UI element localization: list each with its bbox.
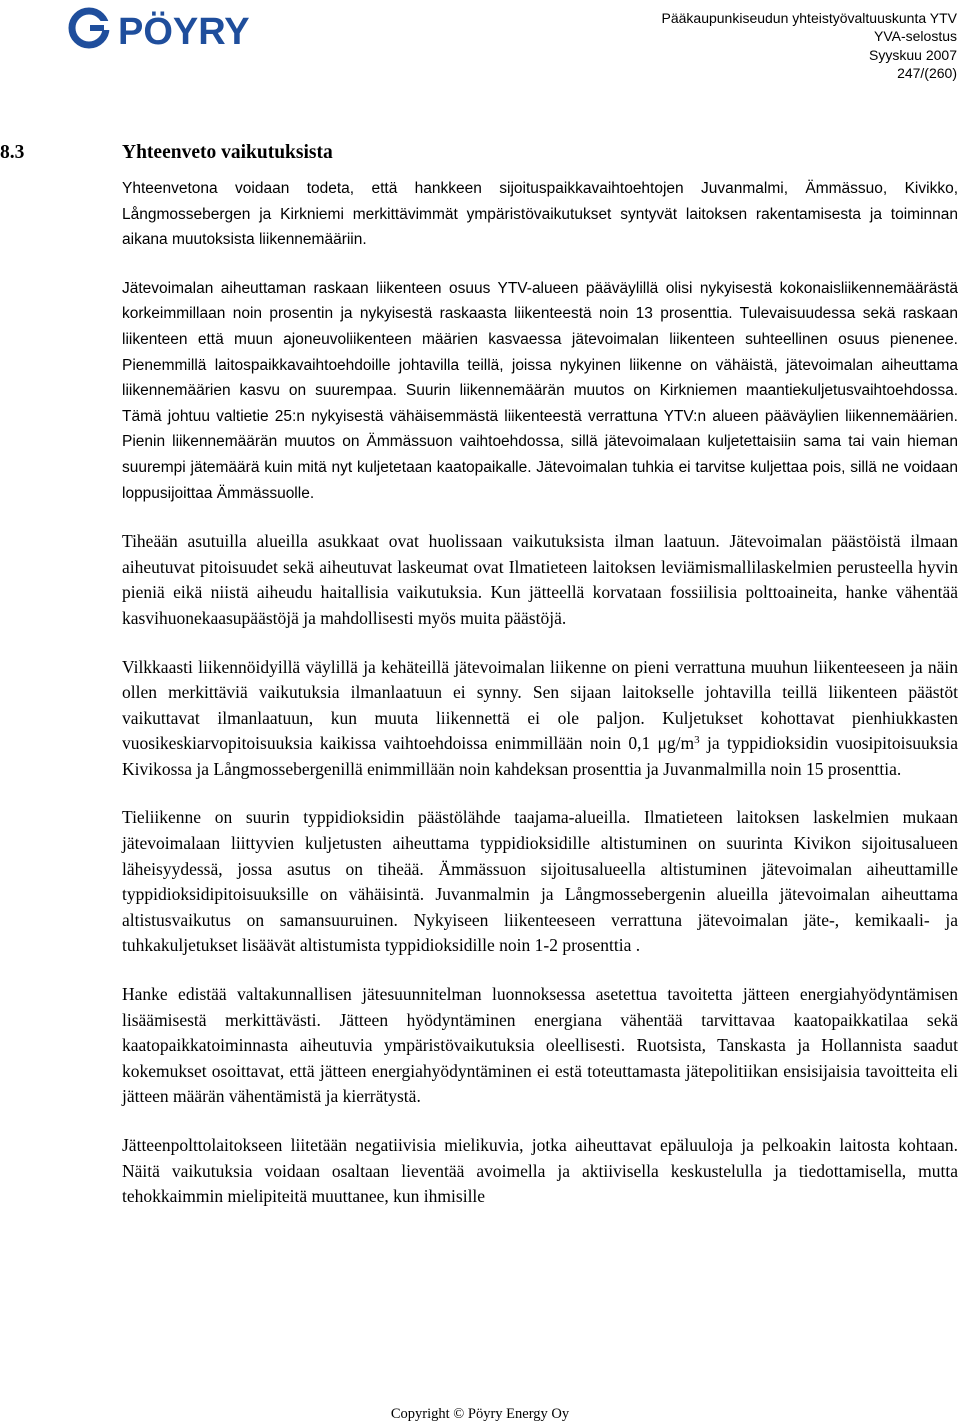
paragraph-waste-plan: Hanke edistää valtakunnallisen jätesuunnitelman luonnoksessa asetettua tavoitetta jätteen energiahyödyntämisen lisäämisestä merkittävästi. Jätteen hyödyntäminen energiana vähentää tarvittavaa kaatopaikkatilaa sekä kaatopaikkatoiminnasta aiheutuvia ympäristövaikutuksia oleellisesti. Ruotsista, Tanskasta ja Hollannista saadut kokemukset osoittavat, että jätteen energiahyödyntäminen ei estä toteuttamasta jätepolitiikan ensisijaisia tavoitteita eli jätteen määrän vähentämistä ja kierrätystä.	[122, 984, 958, 1107]
header-meta	[662, 9, 958, 82]
header-organization: Pääkaupunkiseudun yhteistyövaltuuskunta YTV	[661, 10, 957, 26]
logo-wordmark: PÖYRY	[118, 11, 250, 50]
paragraph-emissions	[122, 655, 958, 783]
paragraph-summary: Yhteenvetona voidaan todeta, että hankkeen sijoituspaikkavaihtoehtojen Juvanmalmi, Ämmässuo, Kivikko, Långmossebergen ja Kirkniemi merkittävimmät ympäristövaikutukset syntyvät laitoksen rakentamisesta ja toiminnan aikana muutoksista liikennemääriin.	[122, 180, 958, 249]
paragraph-traffic: Jätevoimalan aiheuttaman raskaan liikenteen osuus YTV-alueen pääväylillä olisi nykyisestä kokonaisliikennemäärästä korkeimmillaan noin prosentin ja nykyisestä raskaasta liikenteestä noin 13 prosenttia. Tulevaisuudessa sekä raskaan liikenteen että muun ajoneuvoliikenteen määrien kasvaessa jätevoimalan liikenteen suhteellinen osuus pienenee. Pienemmillä laitospaikkavaihtoehdoille johtavilla teillä, joissa nykyinen liikenne on vähäistä, jätevoimalan aiheuttama liikennemäärien kasvu on suurempaa. Suurin liikennemäärän muutos on Kirkniemen maantiekuljetusvaihtoehdossa. Tämä johtuu valtietie 25:n nykyisestä vähäisemmästä liikenteestä verrattuna YTV:n alueen pääväylien liikennemäärien. Pienin liikennemäärän muutos on Ämmässuon vaihtoehdossa, sillä jätevoimalaan kuljetettaisiin sama tai vain hieman suurempi jätemäärä kuin mitä nyt kuljetetaan kaatopaikalle. Jätevoimalan tuhkia ei tarvitse kuljettaa pois, sillä ne voidaan loppusijoittaa Ämmässuolle.	[122, 279, 958, 502]
superscript-cubed: 3	[694, 734, 700, 747]
header-date: Syyskuu 2007	[869, 46, 957, 63]
poyry-logo	[68, 6, 318, 50]
paragraph-air-quality: Tiheään asutuilla alueilla asukkaat ovat huolissaan vaikutuksista ilman laatuun. Jätevoimalan päästöistä ilmaan aiheutuvat pitoisuudet sekä aiheutuvat laskeumat ovat Ilmatieteen laitoksen leviämismallilaskelmien perusteella hyvin pieniä eikä niistä aiheudu haitallisia vaikutuksia. Kun jätteellä korvataan fossiilisia polttoaineita, hanke vähentää kasvihuonekaasupäästöjä ja mahdollisesti myös muita päästöjä.	[122, 531, 958, 628]
section-title: Yhteenveto vaikutuksista	[122, 142, 333, 163]
paragraph-perceptions: Jätteenpolttolaitokseen liitetään negatiivisia mielikuvia, jotka aiheuttavat epäluuloja ja pelkoakin laitosta kohtaan. Näitä vaikutuksia voidaan osaltaan lieventää avoimella ja aktiivisella keskustelulla ja tiedottamisella, mutta tehokkaimmin mielipiteitä muuttanee, kun ihmisille	[122, 1135, 958, 1207]
header-page-number: 247/(260)	[897, 64, 957, 81]
poyry-logo-mark	[68, 6, 318, 50]
document-body	[122, 176, 958, 1210]
footer-copyright: Copyright © Pöyry Energy Oy	[390, 1406, 570, 1422]
section-heading	[0, 141, 960, 165]
paragraph-emissions-part-2: ja typpidioksidin vuosipitoisuuksia Kivikossa ja Långmossebergenillä enimmillään noin kahdeksan prosenttia ja Juvanmalmilla noin 15 prosenttia.	[122, 733, 958, 779]
paragraph-emissions-part-1: Vilkkaasti liikennöidyillä väylillä ja kehäteillä jätevoimalan liikenne on pieni verrattuna muuhun liikenteeseen ja näin ollen merkittäviä vaikutuksia ilmanlaatuun ei synny. Sen sijaan laitokselle johtavilla teillä liikenteen päästöt vaikuttavat ilmanlaatuun, kun muuta liikennettä ei ole paljon. Kuljetukset kohottavat pienhiukkasten vuosikeskiarvopitoisuuksia kaikissa vaihtoehdoissa enimmillään noin 0,1 μg/m	[122, 656, 958, 754]
paragraph-nitrogen-dioxide: Tieliikenne on suurin typpidioksidin päästölähde taajama-alueilla. Ilmatieteen laitoksen laskelmien mukaan jätevoimalaan liittyvien kuljetusten aiheuttama typpidioksidille altistuminen on suurinta Kivikon sijoitusalueen läheisyydessä, jossa asutus on tiheää. Ämmässuon sijoitusalueella altistuminen jätevoimalan aiheuttamille typpidioksidipitoisuuksille on vähäisintä. Juvanmalmin ja Långmossebergenin alueilla jätevoimalan aiheuttama altistusvaikutus on samansuuruinen. Nykyiseen liikenteeseen verrattuna jätevoimalan jäte-, kemikaali- ja tuhkakuljetukset lisäävät altistumista typpidioksidille noin 1-2 prosenttia .	[122, 807, 958, 956]
section-number: 8.3	[0, 142, 25, 163]
header-document-type: YVA-selostus	[874, 28, 957, 45]
